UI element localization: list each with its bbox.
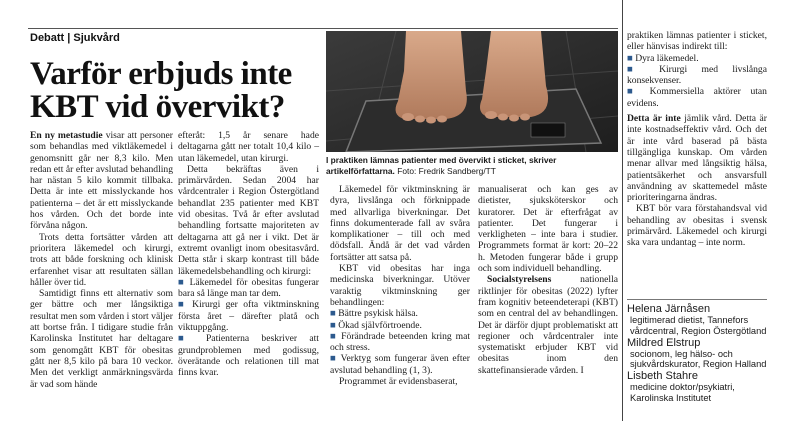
paragraph: KBT vid obesitas har inga medicinska biverkningar. Utöver varaktig viktminskning ger behandlingen: (330, 263, 470, 308)
lead-in: En ny metastudie (30, 130, 103, 141)
bullet-item: ■ Ökad självförtroende. (330, 319, 422, 331)
author-role: legitimerad dietist, Tannefors vårdcentral, Region Östergötland (630, 315, 767, 336)
paragraph: manualiserat och kan ges av dietister, sjuksköterskor och kuratorer. Det är efterfrågat av patienter. Det fungerar i verkligheten – inte bara i studier. Programmets format är kort: 20–22 h. Metoden fungerar både i grupp och som individuell behandling. (478, 184, 618, 275)
bullet-item: ■ Kirurgi ger ofta viktminskning första året – därefter platå och viktuppgång. (178, 299, 319, 334)
paragraph: nationella riktlinjer för obesitas (2022) lyfter fram kognitiv beteendeterapi (KBT) som en central del av behandlingen. Det är därför djupt problematiskt att regioner och vårdcentraler inte systematiskt erbjuder KBT vid obesitas inom den skattefinansierade vården. I (478, 274, 618, 376)
bullet-item: ■ Förändrade beteenden kring mat och stress. (330, 330, 470, 354)
author-role: socionom, leg hälso- och sjukvårdskurator, Region Halland (630, 348, 767, 370)
bullet-icon: ■ (330, 308, 339, 320)
top-rule (28, 28, 618, 29)
bullet-item: ■ Patienterna beskriver att grundproblemen med godissug, överätande och relationen till mat finns kvar. (178, 333, 319, 379)
bullet-item: ■ Bättre psykisk hälsa. (330, 308, 418, 320)
bullet-icon: ■ (627, 86, 650, 98)
text-column-3 (330, 184, 470, 387)
text-column-5 (627, 30, 767, 249)
bullet-icon: ■ (627, 52, 636, 64)
bullet-icon: ■ (178, 299, 193, 311)
paragraph: jämlik vård. Detta är inte kostnadseffektiv vård. Och det är inte vård baserad på bästa tillgängliga kunskap. Om vården menar allvar med långsiktig hälsa, patientsäkerhet och ansvarsfull användning av skattemedel måste prioriteringarna ändras. (627, 113, 767, 204)
paragraph: visar att personer som behandlas med viktläkemedel i genomsnitt går ner 8,3 kilo. Men redan ett år efter avslutad behandling har nästan 5 kilo kommit tillbaka. Detta är inte ett misslyckande hos patienterna – det är ett misslyckande hos vården. Och det borde inte förvåna någon. (30, 130, 173, 232)
left-foot (396, 31, 467, 119)
author-name: Lisbeth Stahre (627, 370, 698, 383)
author-list (627, 303, 772, 404)
photo-caption: I praktiken lämnas patienter med övervikt i sticket, skriver artikelförfattarna. Foto: Fredrik Sandberg/TT (326, 155, 557, 176)
bullet-icon: ■ (627, 63, 660, 75)
bullet-icon: ■ (330, 330, 342, 342)
bullet-icon: ■ (178, 333, 206, 345)
right-foot (480, 31, 548, 117)
scale-display (531, 123, 565, 137)
author-role: medicine doktor/psykiatri, Karolinska Institutet (630, 382, 735, 403)
section-label: Debatt | Sjukvård (30, 32, 120, 44)
bullet-item: ■ Verktyg som fungerar även efter avslutad behandling (1, 3). (330, 353, 470, 376)
headline: Varför erbjuds inte KBT vid övervikt? (30, 56, 292, 125)
paragraph: Detta bekräftas även i primärvården. Sedan 2004 har vårdcentraler i Region Östergötland behandlat 235 patienter med KBT vid obesitas. Två år efter avslutad behandling fortsatte majoriteten av deltagarna att gå ner i vikt. Det är extremt ovanligt inom obesitasvård. Detta står i skarp kontrast till både läkemedelsbehandling och kirurgi: (178, 163, 319, 277)
lead-in: Detta är inte (627, 113, 681, 125)
lead-in: Socialstyrelsens (487, 274, 552, 286)
bullet-icon: ■ (330, 319, 339, 331)
bullet-item: ■ Läkemedel för obesitas fungerar bara så länge man tar dem. (178, 276, 319, 300)
bullet-icon: ■ (178, 276, 190, 288)
text-column-1 (30, 130, 173, 390)
paragraph: KBT bör vara förstahandsval vid behandling av obesitas i svensk primärvård. Läkemedel och kirurgi ska vara undantag – inte norm. (627, 203, 767, 249)
author-name: Helena Järnåsen (627, 303, 711, 315)
text-column-4 (478, 184, 618, 376)
bullet-icon: ■ (330, 353, 341, 365)
paragraph: Trots detta fortsätter vården att prioritera läkemedel och kirurgi, trots att både forskning och klinisk erfarenhet visar att resultaten sällan håller över tid. (30, 231, 173, 288)
article-photo (326, 31, 618, 152)
author-divider (627, 299, 767, 300)
text-column-2 (178, 130, 319, 379)
paragraph: Programmet är evidensbaserat, (339, 376, 458, 388)
paragraph: praktiken lämnas patienter i sticket, eller hänvisas indirekt till: (627, 30, 767, 53)
paragraph: efteråt: 1,5 år senare hade deltagarna gått ner totalt 10,4 kilo – utan läkemedel, utan kirurgi. (178, 130, 319, 164)
bullet-item: ■ Kirurgi med livslånga konsekvenser. (627, 63, 767, 87)
bullet-item: ■ Kommersiella aktörer utan evidens. (627, 86, 767, 109)
author-name: Mildred Elstrup (627, 336, 701, 349)
paragraph: Läkemedel för viktminskning är dyra, livslånga och förknippade med allvarliga biverkningar. Det finns dokumenterade fall av svåra komplikationer – till och med dödsfall. Ändå är det vad vården fortsätter att satsa på. (330, 184, 470, 263)
paragraph: Samtidigt finns ett alternativ som ger bättre och mer långsiktiga resultat men som vården i stort väljer att bortse från. I tidigare studie från Karolinska Institutet har deltagare som genomgått KBT för obesitas gått ner 8,5 kilo på bara 10 veckor. Men det verkligt anmärkningsvärda är vad som hände (30, 288, 173, 390)
bullet-item: ■ Dyra läkemedel. (627, 52, 699, 64)
photo-illustration (326, 31, 618, 152)
photo-credit: Foto: Fredrik Sandberg/TT (397, 165, 496, 176)
column-divider (622, 0, 623, 421)
